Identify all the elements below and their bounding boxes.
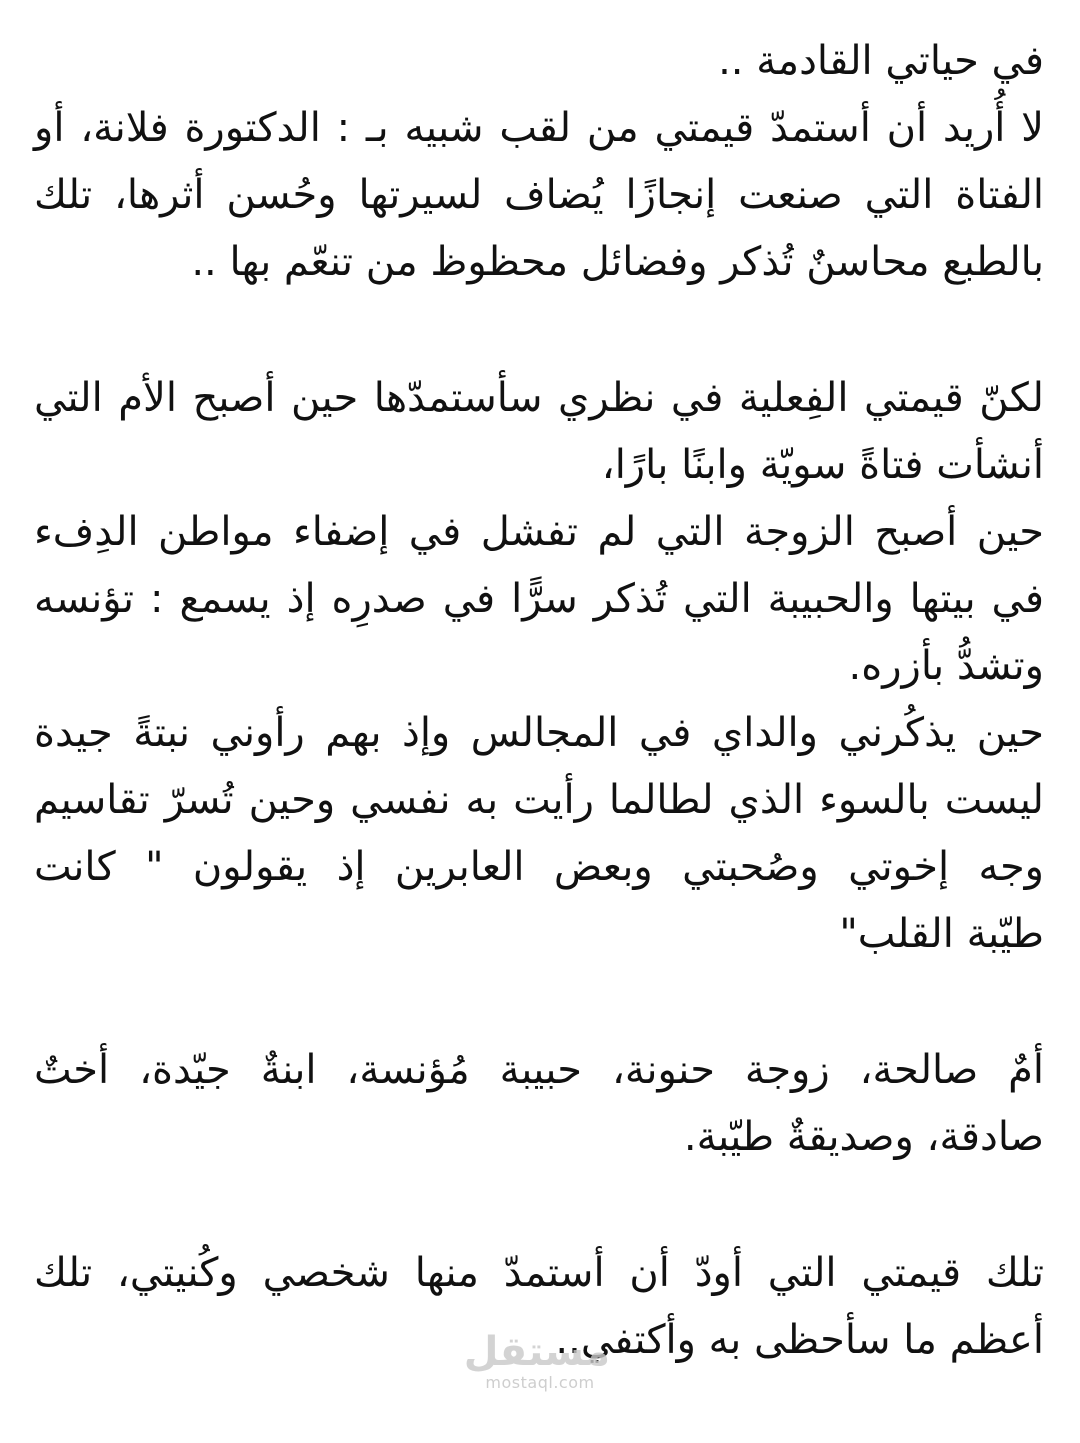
watermark-logo: مستقل xyxy=(463,1329,610,1375)
text-line: حين أصبح الزوجة التي لم تفشل في إضفاء مواطن الدِفء xyxy=(34,509,1044,555)
text-line: حين يذكُرني والداي في المجالس وإذ بهم رأوني نبتةً جيدة xyxy=(34,710,1044,756)
paragraph-spacer xyxy=(34,296,1044,365)
text-line: الفتاة التي صنعت إنجازًا يُضاف لسيرتها وحُسن أثرها، تلك xyxy=(34,172,1044,218)
text-line: طيّبة القلب" xyxy=(839,911,1044,957)
paragraph-spacer xyxy=(34,1171,1044,1240)
paragraph-2 xyxy=(34,365,1044,968)
text-line: أعظم ما سأحظى به وأكتفي.. xyxy=(555,1317,1044,1363)
text-line: صادقة، وصديقةٌ طيّبة. xyxy=(683,1114,1044,1160)
text-line: أمٌ صالحة، زوجة حنونة، حبيبة مُؤنسة، ابنةٌ جيّدة، أختٌ xyxy=(34,1047,1044,1093)
text-line: في بيتها والحبيبة التي تُذكر سرًّا في صدرِه إذ يسمع : تؤنسه xyxy=(34,576,1044,622)
text-line: ليست بالسوء الذي لطالما رأيت به نفسي وحين تُسرّ تقاسيم xyxy=(34,777,1044,823)
document-body xyxy=(34,28,1044,1374)
text-line: بالطبع محاسنٌ تُذكر وفضائل محظوظ من تنعّم بها .. xyxy=(191,239,1044,285)
text-line: لكنّ قيمتي الفِعلية في نظري سأستمدّها حين أصبح الأم التي xyxy=(34,375,1044,421)
paragraph-1 xyxy=(34,28,1044,296)
watermark-url: mostaql.com xyxy=(485,1373,595,1392)
text-line: لا أُريد أن أستمدّ قيمتي من لقب شبيه بـ : الدكتورة فلانة، أو xyxy=(34,105,1044,151)
paragraph-3 xyxy=(34,1037,1044,1171)
text-line: تلك قيمتي التي أودّ أن أستمدّ منها شخصي وكُنيتي، تلك xyxy=(34,1250,1044,1296)
text-line: وتشدُّ بأزره. xyxy=(848,643,1044,689)
paragraph-spacer xyxy=(34,968,1044,1037)
text-line: في حياتي القادمة .. xyxy=(718,38,1044,84)
watermark xyxy=(463,1329,610,1392)
text-line: أنشأت فتاةً سويّة وابنًا بارًا، xyxy=(601,442,1044,488)
text-line: وجه إخوتي وصُحبتي وبعض العابرين إذ يقولون " كانت xyxy=(34,844,1044,890)
